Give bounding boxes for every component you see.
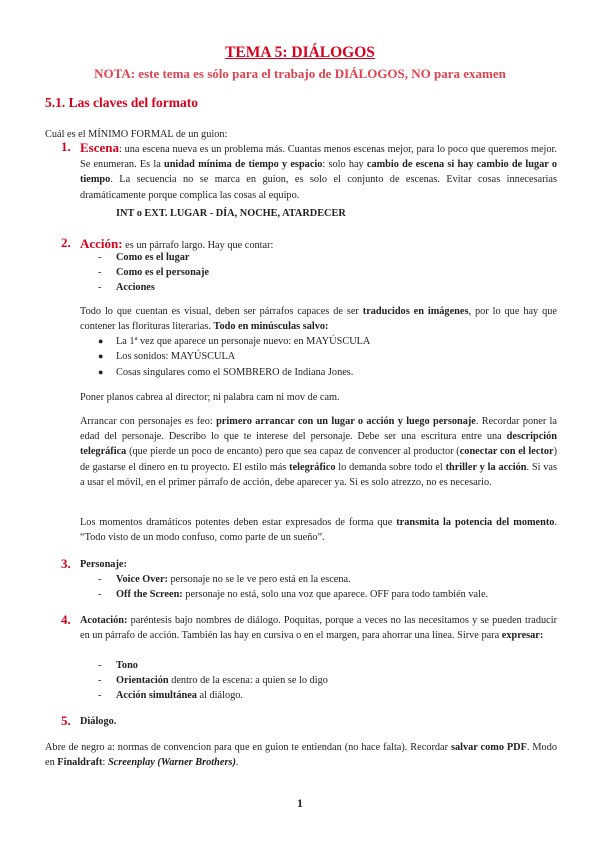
accion-para-arrancar: Arrancar con personajes es feo: primero arrancar con un lugar o acción y luego personaje. Recordar poner la edad del personaje. Describo lo que te interese del personaje. Debe ser una escritura entre una descripción telegráfica (que pierde un poco de encanto) pero que sea capaz de convencer al productor (conectar con el lector) de gastarse el dinero en tu proyecto. El estilo más telegráfico lo demanda sobre todo el thriller y la acción. Si vas a usar el móvil, en el primer párrafo de acción, debe aparecer ya. Si es solo atrezzo, no es necesario. xyxy=(80,416,558,488)
page-title: TEMA 5: DIÁLOGOS xyxy=(225,44,375,61)
escena-paragraph: Escena: una escena nueva es un problema más. Cuantas menos escenas mejor, para lo poco que queremos mejor. Se enumeran. Es la unidad mínima de tiempo y espacio: solo hay cambio de escena si hay cambio de lugar o tiempo. La secuencia no se marca en guion, es solo el conjunto de escenas. Evitar cosas innecesarias dramáticamente porque complica las cosas al equipo. xyxy=(80,140,557,201)
accion-para-momentos: Los momentos dramáticos potentes deben estar expresados de forma que transmita la potencia del momento. “Todo visto de un modo confuso, como parte de un sueño”. xyxy=(80,517,557,544)
item-number-3: 3. xyxy=(61,556,71,571)
scene-heading-format: INT o EXT. LUGAR - DÍA, NOCHE, ATARDECER xyxy=(116,208,346,219)
acotacion-paragraph: Acotación: paréntesis bajo nombres de diálogo. Poquitas, porque a veces no las necesitamos y se pueden traducir en un párrafo de acción. También las hay en cursiva o en el margen, para ahorrar una línea. Sirve para expresar: xyxy=(80,615,557,642)
accion-para-visual: Todo lo que cuentan es visual, deben ser párrafos capaces de ser traducidos en imágenes, por lo que hay que contener las florituras literarias. Todo en minúsculas salvo: xyxy=(80,306,557,333)
item-number-2: 2. xyxy=(61,235,71,250)
accion-para-planos: Poner planos cabrea al director; ni palabra cam ni mov de cam. xyxy=(80,392,340,403)
item-number-1: 1. xyxy=(61,139,71,154)
document-page: TEMA 5: DIÁLOGOS NOTA: este tema es sólo para el trabajo de DIÁLOGOS, NO para examen 5.1. Las claves del formato Cuál es el MÍNIMO FORMAL de un guion: 1. Escena: una escena nueva es un problema más. Cuantas menos escenas mejor, para lo poco que queremos mejor. Se enumeran. Es la unidad mínima de tiempo y espacio: solo hay cambio de escena si hay cambio de lugar o tiempo. La secuencia no se marca en guion, es solo el conjunto de escenas. Evitar cosas innecesarias dramáticamente porque complica las cosas al equipo. INT o EXT. LUGAR - DÍA, NOCHE, ATARDECER 2. Acción: es un párrafo largo. Hay que contar: - Como es el lugar - Como es el personaje - Acciones Todo lo que cuentan es visual, deben ser párrafos capaces de ser traducidos en imágenes, por lo que hay que contener las florituras literarias. Todo en minúsculas salvo: ● La 1ª vez que aparece un personaje nuevo: en MAYÚSCULA ● Los sonidos: MAYÚSCULA ● Cosas singulares como el SOMBRERO de Indiana Jones. Poner planos cabrea al director; ni palabra cam ni mov de cam. Arrancar con personajes es feo: primero arrancar con un lugar o acción y luego personaje. Recordar poner la edad del personaje. Describo lo que te interese del personaje. Debe ser una escritura entre una descripción telegráfica (que pierde un poco de encanto) pero que sea capaz de convencer al productor (conectar con el lector) de gastarse el dinero en tu proyecto. El estilo más telegráfico lo demanda sobre todo el thriller y la acción. Si vas a usar el móvil, en el primer párrafo de acción, debe aparecer ya. Si es solo atrezzo, no es necesario. Los momentos dramáticos potentes deben estar expresados de forma que transmita la potencia del momento. “Todo visto de un modo confuso, como parte de un sueño”. 3. Personaje: - Voice Over: personaje no se le ve pero está en la escena. - Off the Screen: personaje no está, solo una voz que aparece. OFF para todo también vale. 4. Acotación: paréntesis bajo nombres de diálogo. Poquitas, porque a veces no las necesitamos y se pueden traducir en un párrafo de acción. También las hay en cursiva o en el margen, para ahorrar una línea. Sirve para expresar: - Tono - Orientación dentro de la escena: a quien se lo digo - Acción simultánea al diálogo. 5. Diálogo. Abre de negro a: normas de convencion para que en guion te entiendan (no hace falta). Recordar salvar como PDF. Modo en Finaldraft: Screenplay (Warner Brothers). 1 xyxy=(0,0,600,848)
escena-label: Escena xyxy=(80,140,119,155)
intro-line: Cuál es el MÍNIMO FORMAL de un guion: xyxy=(45,129,228,140)
page-number: 1 xyxy=(297,796,303,810)
personaje-label: Personaje: xyxy=(80,559,127,570)
exam-note: NOTA: este tema es sólo para el trabajo de DIÁLOGOS, NO para examen xyxy=(94,66,506,81)
accion-intro: Acción: es un párrafo largo. Hay que contar: xyxy=(80,236,274,251)
section-heading: 5.1. Las claves del formato xyxy=(45,95,198,110)
accion-label: Acción: xyxy=(80,236,123,251)
item-number-4: 4. xyxy=(61,612,71,627)
dialogo-label: Diálogo. xyxy=(80,716,117,727)
item-number-5: 5. xyxy=(61,713,71,728)
closing-paragraph: Abre de negro a: normas de convencion para que en guion te entiendan (no hace falta). Recordar salvar como PDF. Modo en Finaldraft: Screenplay (Warner Brothers). xyxy=(45,742,558,769)
